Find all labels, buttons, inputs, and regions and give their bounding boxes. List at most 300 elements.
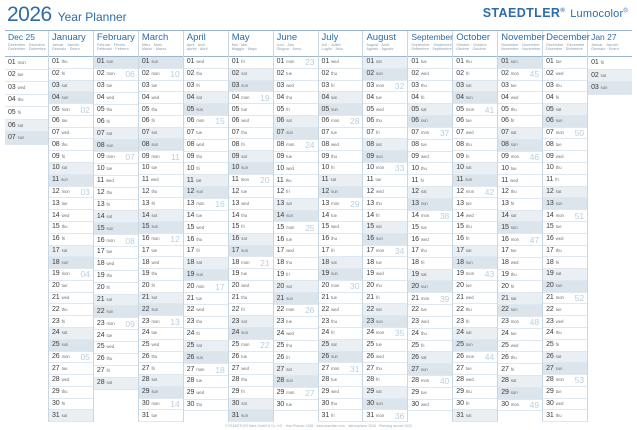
day-cell[interactable] xyxy=(319,352,363,364)
day-cell[interactable] xyxy=(184,92,228,104)
day-cell[interactable] xyxy=(94,128,138,140)
day-cell[interactable] xyxy=(408,329,452,341)
day-cell[interactable] xyxy=(543,222,587,234)
day-cell[interactable] xyxy=(498,400,542,412)
day-cell[interactable] xyxy=(49,175,93,187)
day-cell[interactable] xyxy=(49,363,93,375)
day-cell[interactable] xyxy=(498,128,542,140)
day-cell[interactable] xyxy=(363,363,407,375)
day-cell[interactable] xyxy=(453,175,497,187)
day-cell[interactable] xyxy=(274,364,318,376)
day-cell[interactable] xyxy=(319,399,363,411)
day-cell[interactable] xyxy=(229,257,273,269)
day-cell[interactable] xyxy=(139,352,183,364)
day-cell[interactable] xyxy=(184,270,228,282)
day-cell[interactable] xyxy=(363,57,407,69)
day-cell[interactable] xyxy=(184,329,228,341)
day-cell[interactable] xyxy=(139,69,183,81)
day-cell[interactable] xyxy=(498,376,542,388)
day-cell[interactable] xyxy=(543,340,587,352)
day-cell[interactable] xyxy=(5,107,48,120)
day-cell[interactable] xyxy=(274,246,318,258)
day-cell[interactable] xyxy=(274,128,318,140)
day-cell[interactable] xyxy=(543,328,587,340)
day-cell[interactable] xyxy=(363,375,407,387)
day-cell[interactable] xyxy=(274,152,318,164)
day-cell[interactable] xyxy=(49,269,93,281)
day-cell[interactable] xyxy=(49,328,93,340)
day-cell[interactable] xyxy=(453,57,497,69)
day-cell[interactable] xyxy=(498,92,542,104)
day-cell[interactable] xyxy=(274,376,318,388)
day-cell[interactable] xyxy=(49,116,93,128)
day-cell[interactable] xyxy=(274,116,318,128)
day-cell[interactable] xyxy=(184,81,228,93)
day-cell[interactable] xyxy=(139,57,183,69)
day-cell[interactable] xyxy=(229,92,273,104)
day-cell[interactable] xyxy=(453,316,497,328)
day-cell[interactable] xyxy=(94,366,138,378)
day-cell[interactable] xyxy=(453,410,497,422)
day-cell[interactable] xyxy=(139,399,183,411)
day-cell[interactable] xyxy=(363,340,407,352)
day-cell[interactable] xyxy=(363,81,407,93)
day-cell[interactable] xyxy=(274,352,318,364)
day-cell[interactable] xyxy=(498,341,542,353)
day-cell[interactable] xyxy=(498,246,542,258)
day-cell[interactable] xyxy=(139,151,183,163)
day-cell[interactable] xyxy=(453,328,497,340)
day-cell[interactable] xyxy=(139,328,183,340)
day-cell[interactable] xyxy=(543,246,587,258)
day-cell[interactable] xyxy=(184,199,228,211)
day-cell[interactable] xyxy=(184,175,228,187)
day-cell[interactable] xyxy=(363,246,407,258)
day-cell[interactable] xyxy=(408,270,452,282)
day-cell[interactable] xyxy=(139,163,183,175)
day-cell[interactable] xyxy=(543,399,587,411)
day-cell[interactable] xyxy=(498,317,542,329)
day-cell[interactable] xyxy=(319,163,363,175)
day-cell[interactable] xyxy=(408,81,452,93)
day-cell[interactable] xyxy=(229,281,273,293)
day-cell[interactable] xyxy=(184,305,228,317)
day-cell[interactable] xyxy=(453,116,497,128)
day-cell[interactable] xyxy=(363,139,407,151)
day-cell[interactable] xyxy=(274,258,318,270)
day-cell[interactable] xyxy=(408,376,452,388)
day-cell[interactable] xyxy=(363,175,407,187)
day-cell[interactable] xyxy=(139,257,183,269)
day-cell[interactable] xyxy=(274,175,318,187)
day-cell[interactable] xyxy=(453,198,497,210)
day-cell[interactable] xyxy=(139,128,183,140)
day-cell[interactable] xyxy=(94,378,138,390)
day-cell[interactable] xyxy=(274,281,318,293)
day-cell[interactable] xyxy=(319,234,363,246)
day-cell[interactable] xyxy=(453,104,497,116)
day-cell[interactable] xyxy=(184,293,228,305)
day-cell[interactable] xyxy=(408,317,452,329)
day-cell[interactable] xyxy=(139,304,183,316)
day-cell[interactable] xyxy=(94,57,138,69)
day-cell[interactable] xyxy=(229,246,273,258)
day-cell[interactable] xyxy=(363,116,407,128)
day-cell[interactable] xyxy=(363,281,407,293)
day-cell[interactable] xyxy=(498,116,542,128)
day-cell[interactable] xyxy=(229,234,273,246)
day-cell[interactable] xyxy=(49,139,93,151)
day-cell[interactable] xyxy=(498,104,542,116)
day-cell[interactable] xyxy=(229,316,273,328)
day-cell[interactable] xyxy=(94,81,138,93)
day-cell[interactable] xyxy=(139,175,183,187)
day-cell[interactable] xyxy=(543,234,587,246)
day-cell[interactable] xyxy=(274,222,318,234)
day-cell[interactable] xyxy=(139,293,183,305)
day-cell[interactable] xyxy=(319,222,363,234)
day-cell[interactable] xyxy=(498,152,542,164)
day-cell[interactable] xyxy=(498,258,542,270)
day-cell[interactable] xyxy=(363,222,407,234)
day-cell[interactable] xyxy=(49,163,93,175)
day-cell[interactable] xyxy=(588,82,632,95)
day-cell[interactable] xyxy=(49,281,93,293)
day-cell[interactable] xyxy=(274,199,318,211)
day-cell[interactable] xyxy=(543,81,587,93)
day-cell[interactable] xyxy=(94,235,138,247)
day-cell[interactable] xyxy=(274,293,318,305)
day-cell[interactable] xyxy=(453,399,497,411)
day-cell[interactable] xyxy=(319,269,363,281)
day-cell[interactable] xyxy=(319,175,363,187)
day-cell[interactable] xyxy=(543,198,587,210)
day-cell[interactable] xyxy=(94,247,138,259)
day-cell[interactable] xyxy=(319,92,363,104)
day-cell[interactable] xyxy=(139,139,183,151)
day-cell[interactable] xyxy=(543,352,587,364)
day-cell[interactable] xyxy=(363,328,407,340)
day-cell[interactable] xyxy=(49,316,93,328)
day-cell[interactable] xyxy=(498,270,542,282)
day-cell[interactable] xyxy=(498,364,542,376)
day-cell[interactable] xyxy=(408,258,452,270)
day-cell[interactable] xyxy=(408,246,452,258)
day-cell[interactable] xyxy=(184,69,228,81)
day-cell[interactable] xyxy=(94,295,138,307)
day-cell[interactable] xyxy=(363,92,407,104)
day-cell[interactable] xyxy=(363,104,407,116)
day-cell[interactable] xyxy=(498,163,542,175)
day-cell[interactable] xyxy=(274,305,318,317)
day-cell[interactable] xyxy=(319,198,363,210)
day-cell[interactable] xyxy=(94,188,138,200)
day-cell[interactable] xyxy=(453,340,497,352)
day-cell[interactable] xyxy=(543,304,587,316)
day-cell[interactable] xyxy=(408,305,452,317)
day-cell[interactable] xyxy=(498,388,542,400)
day-cell[interactable] xyxy=(319,57,363,69)
day-cell[interactable] xyxy=(408,341,452,353)
day-cell[interactable] xyxy=(274,270,318,282)
day-cell[interactable] xyxy=(408,152,452,164)
day-cell[interactable] xyxy=(453,163,497,175)
day-cell[interactable] xyxy=(274,317,318,329)
day-cell[interactable] xyxy=(49,187,93,199)
day-cell[interactable] xyxy=(94,105,138,117)
day-cell[interactable] xyxy=(498,175,542,187)
day-cell[interactable] xyxy=(498,234,542,246)
day-cell[interactable] xyxy=(453,257,497,269)
day-cell[interactable] xyxy=(49,128,93,140)
day-cell[interactable] xyxy=(363,198,407,210)
day-cell[interactable] xyxy=(94,211,138,223)
day-cell[interactable] xyxy=(453,375,497,387)
day-cell[interactable] xyxy=(319,304,363,316)
day-cell[interactable] xyxy=(94,176,138,188)
day-cell[interactable] xyxy=(274,163,318,175)
day-cell[interactable] xyxy=(274,341,318,353)
day-cell[interactable] xyxy=(543,139,587,151)
day-cell[interactable] xyxy=(498,211,542,223)
day-cell[interactable] xyxy=(319,363,363,375)
day-cell[interactable] xyxy=(543,187,587,199)
day-cell[interactable] xyxy=(453,128,497,140)
day-cell[interactable] xyxy=(543,269,587,281)
day-cell[interactable] xyxy=(94,283,138,295)
day-cell[interactable] xyxy=(274,57,318,69)
day-cell[interactable] xyxy=(319,187,363,199)
day-cell[interactable] xyxy=(139,198,183,210)
day-cell[interactable] xyxy=(453,304,497,316)
day-cell[interactable] xyxy=(184,258,228,270)
day-cell[interactable] xyxy=(49,234,93,246)
day-cell[interactable] xyxy=(139,234,183,246)
day-cell[interactable] xyxy=(408,211,452,223)
day-cell[interactable] xyxy=(543,69,587,81)
day-cell[interactable] xyxy=(94,342,138,354)
day-cell[interactable] xyxy=(363,293,407,305)
day-cell[interactable] xyxy=(184,234,228,246)
day-cell[interactable] xyxy=(408,69,452,81)
day-cell[interactable] xyxy=(184,128,228,140)
day-cell[interactable] xyxy=(363,269,407,281)
day-cell[interactable] xyxy=(229,57,273,69)
day-cell[interactable] xyxy=(139,340,183,352)
day-cell[interactable] xyxy=(229,198,273,210)
day-cell[interactable] xyxy=(408,187,452,199)
day-cell[interactable] xyxy=(229,116,273,128)
day-cell[interactable] xyxy=(49,104,93,116)
day-cell[interactable] xyxy=(543,410,587,422)
day-cell[interactable] xyxy=(49,340,93,352)
day-cell[interactable] xyxy=(49,387,93,399)
day-cell[interactable] xyxy=(229,352,273,364)
day-cell[interactable] xyxy=(229,81,273,93)
day-cell[interactable] xyxy=(543,387,587,399)
day-cell[interactable] xyxy=(229,399,273,411)
day-cell[interactable] xyxy=(229,163,273,175)
day-cell[interactable] xyxy=(453,187,497,199)
day-cell[interactable] xyxy=(453,246,497,258)
day-cell[interactable] xyxy=(543,363,587,375)
day-cell[interactable] xyxy=(408,175,452,187)
day-cell[interactable] xyxy=(229,187,273,199)
day-cell[interactable] xyxy=(94,116,138,128)
day-cell[interactable] xyxy=(319,340,363,352)
day-cell[interactable] xyxy=(543,293,587,305)
day-cell[interactable] xyxy=(408,104,452,116)
day-cell[interactable] xyxy=(408,293,452,305)
day-cell[interactable] xyxy=(49,151,93,163)
day-cell[interactable] xyxy=(184,400,228,412)
day-cell[interactable] xyxy=(184,281,228,293)
day-cell[interactable] xyxy=(184,163,228,175)
day-cell[interactable] xyxy=(408,92,452,104)
day-cell[interactable] xyxy=(363,151,407,163)
day-cell[interactable] xyxy=(229,363,273,375)
day-cell[interactable] xyxy=(498,329,542,341)
day-cell[interactable] xyxy=(229,151,273,163)
day-cell[interactable] xyxy=(49,257,93,269)
day-cell[interactable] xyxy=(498,305,542,317)
day-cell[interactable] xyxy=(274,81,318,93)
day-cell[interactable] xyxy=(5,120,48,133)
day-cell[interactable] xyxy=(363,210,407,222)
day-cell[interactable] xyxy=(184,104,228,116)
day-cell[interactable] xyxy=(139,269,183,281)
day-cell[interactable] xyxy=(5,132,48,145)
day-cell[interactable] xyxy=(408,140,452,152)
day-cell[interactable] xyxy=(363,352,407,364)
day-cell[interactable] xyxy=(94,140,138,152)
day-cell[interactable] xyxy=(184,57,228,69)
day-cell[interactable] xyxy=(274,329,318,341)
day-cell[interactable] xyxy=(49,81,93,93)
day-cell[interactable] xyxy=(453,363,497,375)
day-cell[interactable] xyxy=(49,399,93,411)
day-cell[interactable] xyxy=(543,316,587,328)
day-cell[interactable] xyxy=(408,57,452,69)
day-cell[interactable] xyxy=(498,57,542,69)
day-cell[interactable] xyxy=(94,200,138,212)
day-cell[interactable] xyxy=(139,410,183,422)
day-cell[interactable] xyxy=(363,234,407,246)
day-cell[interactable] xyxy=(363,69,407,81)
day-cell[interactable] xyxy=(319,328,363,340)
day-cell[interactable] xyxy=(274,104,318,116)
day-cell[interactable] xyxy=(453,151,497,163)
day-cell[interactable] xyxy=(229,375,273,387)
day-cell[interactable] xyxy=(274,92,318,104)
day-cell[interactable] xyxy=(49,304,93,316)
day-cell[interactable] xyxy=(319,410,363,422)
day-cell[interactable] xyxy=(184,376,228,388)
day-cell[interactable] xyxy=(139,222,183,234)
day-cell[interactable] xyxy=(363,316,407,328)
day-cell[interactable] xyxy=(184,341,228,353)
day-cell[interactable] xyxy=(453,234,497,246)
day-cell[interactable] xyxy=(94,93,138,105)
day-cell[interactable] xyxy=(94,259,138,271)
day-cell[interactable] xyxy=(184,152,228,164)
day-cell[interactable] xyxy=(453,293,497,305)
day-cell[interactable] xyxy=(319,316,363,328)
day-cell[interactable] xyxy=(184,140,228,152)
day-cell[interactable] xyxy=(184,352,228,364)
day-cell[interactable] xyxy=(94,318,138,330)
day-cell[interactable] xyxy=(319,69,363,81)
day-cell[interactable] xyxy=(588,57,632,70)
day-cell[interactable] xyxy=(543,257,587,269)
day-cell[interactable] xyxy=(274,400,318,412)
day-cell[interactable] xyxy=(229,304,273,316)
day-cell[interactable] xyxy=(49,92,93,104)
day-cell[interactable] xyxy=(453,210,497,222)
day-cell[interactable] xyxy=(49,210,93,222)
day-cell[interactable] xyxy=(139,187,183,199)
day-cell[interactable] xyxy=(229,128,273,140)
day-cell[interactable] xyxy=(319,139,363,151)
day-cell[interactable] xyxy=(184,388,228,400)
day-cell[interactable] xyxy=(229,69,273,81)
day-cell[interactable] xyxy=(49,222,93,234)
day-cell[interactable] xyxy=(408,163,452,175)
day-cell[interactable] xyxy=(49,293,93,305)
day-cell[interactable] xyxy=(498,293,542,305)
day-cell[interactable] xyxy=(408,234,452,246)
day-cell[interactable] xyxy=(363,187,407,199)
day-cell[interactable] xyxy=(319,81,363,93)
day-cell[interactable] xyxy=(49,57,93,69)
day-cell[interactable] xyxy=(229,222,273,234)
day-cell[interactable] xyxy=(184,246,228,258)
day-cell[interactable] xyxy=(319,210,363,222)
day-cell[interactable] xyxy=(319,128,363,140)
day-cell[interactable] xyxy=(543,116,587,128)
day-cell[interactable] xyxy=(543,92,587,104)
day-cell[interactable] xyxy=(229,104,273,116)
day-cell[interactable] xyxy=(319,387,363,399)
day-cell[interactable] xyxy=(139,92,183,104)
day-cell[interactable] xyxy=(274,211,318,223)
day-cell[interactable] xyxy=(453,269,497,281)
day-cell[interactable] xyxy=(453,281,497,293)
day-cell[interactable] xyxy=(5,70,48,83)
day-cell[interactable] xyxy=(229,328,273,340)
day-cell[interactable] xyxy=(49,375,93,387)
day-cell[interactable] xyxy=(94,223,138,235)
day-cell[interactable] xyxy=(363,399,407,411)
day-cell[interactable] xyxy=(139,387,183,399)
day-cell[interactable] xyxy=(408,128,452,140)
day-cell[interactable] xyxy=(543,128,587,140)
day-cell[interactable] xyxy=(274,388,318,400)
day-cell[interactable] xyxy=(319,116,363,128)
day-cell[interactable] xyxy=(363,387,407,399)
day-cell[interactable] xyxy=(184,317,228,329)
day-cell[interactable] xyxy=(363,304,407,316)
day-cell[interactable] xyxy=(408,400,452,412)
day-cell[interactable] xyxy=(363,128,407,140)
day-cell[interactable] xyxy=(229,387,273,399)
day-cell[interactable] xyxy=(408,199,452,211)
day-cell[interactable] xyxy=(408,364,452,376)
day-cell[interactable] xyxy=(229,293,273,305)
day-cell[interactable] xyxy=(229,139,273,151)
day-cell[interactable] xyxy=(139,281,183,293)
day-cell[interactable] xyxy=(139,375,183,387)
